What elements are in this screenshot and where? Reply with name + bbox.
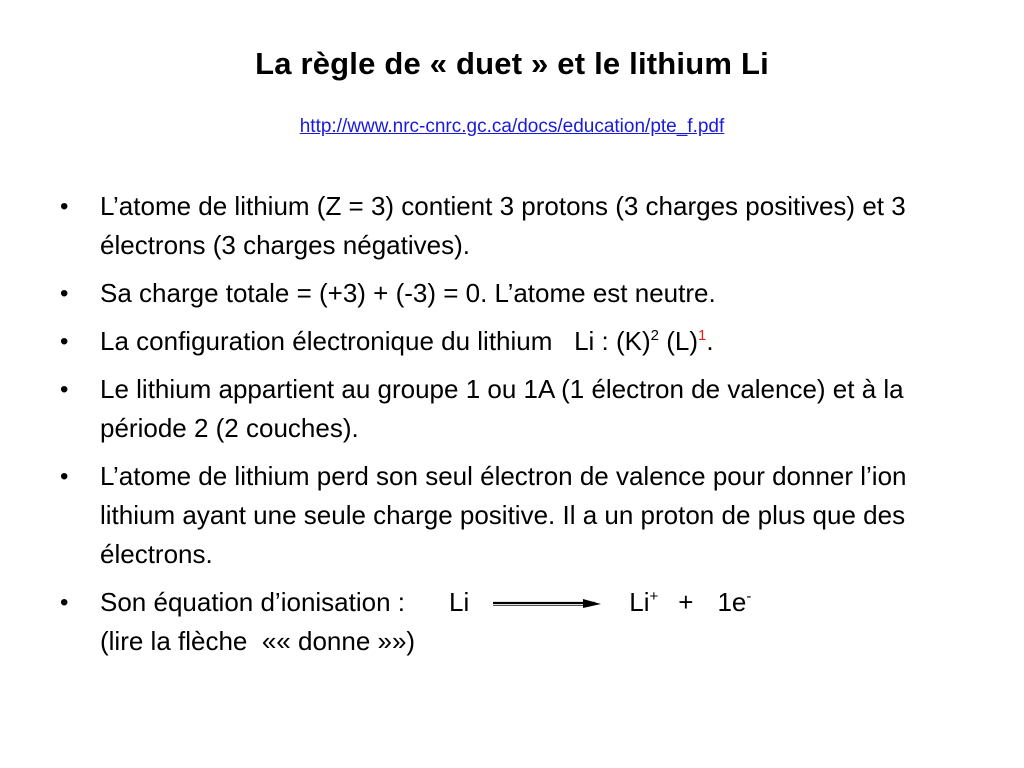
- electron-symbol: 1e: [717, 587, 747, 617]
- l-shell-exponent: 1: [697, 327, 707, 344]
- bullet-dot: •: [60, 328, 69, 355]
- bullet-text: Le lithium appartient au groupe 1 ou 1A (1 électron de valence) et à la période 2 (2 couches).: [100, 374, 904, 443]
- bullet-item-5: [58, 457, 958, 574]
- bullet-item-4: [58, 370, 958, 448]
- product-charge: +: [649, 588, 659, 605]
- equation-reactant: Li: [449, 587, 470, 617]
- reaction-arrow-icon: [491, 597, 603, 611]
- l-shell-label: (L): [658, 326, 698, 356]
- bullet-text: Sa charge totale = (+3) + (-3) = 0. L’atome est neutre.: [100, 278, 716, 308]
- arrow-note: (lire la flèche «« donne »»): [100, 626, 416, 656]
- bullet-dot: •: [60, 589, 69, 616]
- k-shell-exponent: 2: [650, 327, 659, 344]
- bullet-text: L’atome de lithium perd son seul électron de valence pour donner l’ion lithium ayant une seule charge positive. Il a un proton de plus que des électrons.: [100, 461, 907, 569]
- product-symbol: Li: [629, 587, 650, 617]
- bullet-list: [58, 187, 958, 670]
- bullet-dot: •: [60, 193, 69, 220]
- bullet-item-6: [58, 583, 958, 661]
- bullet-dot: •: [60, 280, 69, 307]
- source-link[interactable]: http://www.nrc-cnrc.gc.ca/docs/education/pte_f.pdf: [299, 116, 725, 137]
- bullet-item-2: [58, 274, 958, 313]
- equation-product: [629, 583, 658, 622]
- bullet-text: L’atome de lithium (Z = 3) contient 3 protons (3 charges positives) et 3 électrons (3 charges négatives).: [100, 191, 906, 260]
- bullet-item-1: [58, 187, 958, 265]
- bullet-text: La configuration électronique du lithium Li : (K): [100, 326, 651, 356]
- equation-plus: +: [678, 587, 694, 617]
- bullet-dot: •: [60, 463, 69, 490]
- source-link-line: [0, 116, 1024, 138]
- bullet-dot: •: [60, 376, 69, 403]
- slide-title: La règle de « duet » et le lithium Li: [255, 46, 769, 81]
- equation-label: Son équation d’ionisation :: [100, 587, 406, 617]
- sentence-end: .: [706, 326, 714, 356]
- electron-charge: -: [746, 588, 752, 605]
- bullet-item-3: [58, 322, 958, 361]
